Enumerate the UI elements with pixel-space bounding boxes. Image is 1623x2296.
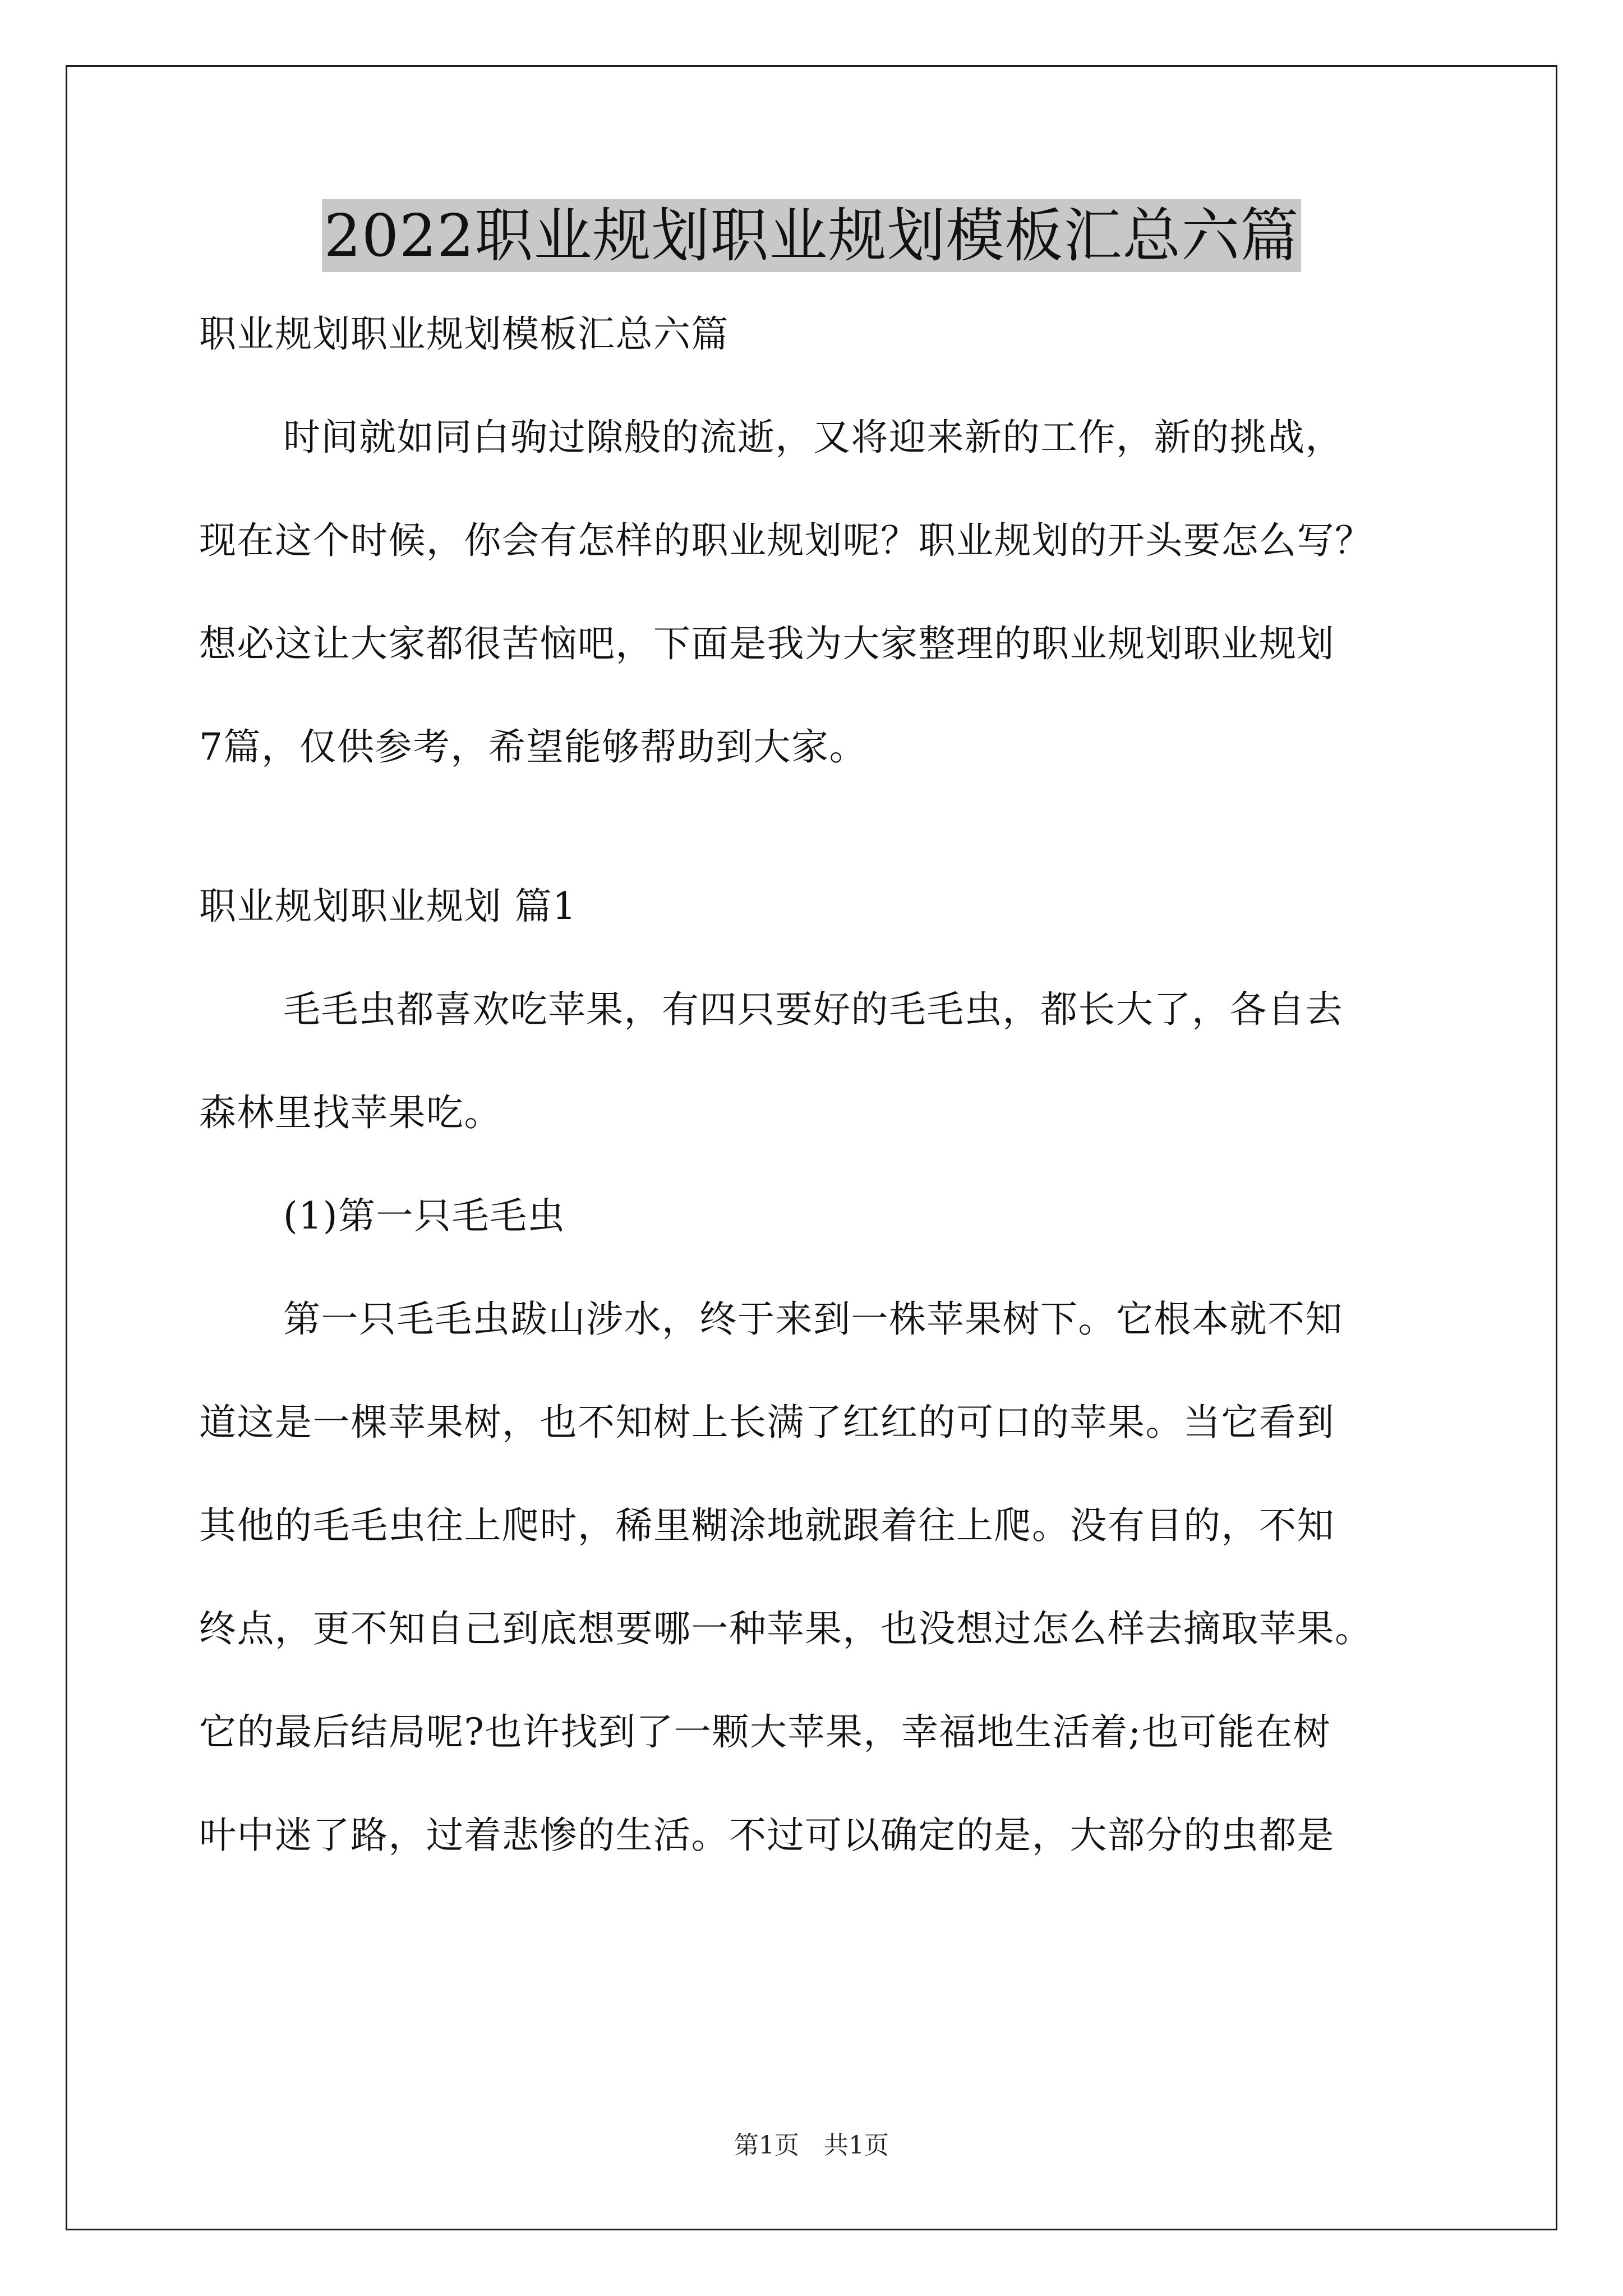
paragraph-line: 叶中迷了路，过着悲惨的生活。不过可以确定的是，大部分的虫都是	[199, 1814, 1335, 1857]
paragraph-line: 道这是一棵苹果树，也不知树上长满了红红的可口的苹果。当它看到	[199, 1401, 1335, 1444]
subheading: (1)第一只毛毛虫	[283, 1194, 565, 1237]
intro-line: 现在这个时候，你会有怎样的职业规划呢？职业规划的开头要怎么写？	[199, 519, 1373, 562]
paragraph-line: 第一只毛毛虫跋山涉水，终于来到一株苹果树下。它根本就不知	[283, 1297, 1343, 1341]
intro-line: 想必这让大家都很苦恼吧，下面是我为大家整理的职业规划职业规划	[199, 622, 1335, 665]
paragraph-line: 其他的毛毛虫往上爬时，稀里糊涂地就跟着往上爬。没有目的，不知	[199, 1504, 1335, 1547]
document-title: 2022职业规划职业规划模板汇总六篇	[322, 199, 1302, 272]
paragraph-line: 终点，更不知自己到底想要哪一种苹果，也没想过怎么样去摘取苹果。	[199, 1607, 1373, 1650]
paragraph-line: 毛毛虫都喜欢吃苹果，有四只要好的毛毛虫，都长大了，各自去	[283, 988, 1343, 1031]
section-heading: 职业规划职业规划 篇1	[199, 885, 577, 928]
intro-line: 7篇，仅供参考，希望能够帮助到大家。	[199, 725, 867, 769]
paragraph-line: 森林里找苹果吃。	[199, 1091, 502, 1134]
subtitle: 职业规划职业规划模板汇总六篇	[199, 312, 729, 356]
document-body	[199, 306, 1455, 1864]
title-container	[0, 199, 1623, 272]
intro-line: 时间就如同白驹过隙般的流逝，又将迎来新的工作，新的挑战，	[283, 416, 1343, 459]
paragraph-line: 它的最后结局呢?也许找到了一颗大苹果，幸福地生活着;也可能在树	[199, 1710, 1331, 1754]
page-footer: 第1页 共1页	[734, 2131, 889, 2160]
